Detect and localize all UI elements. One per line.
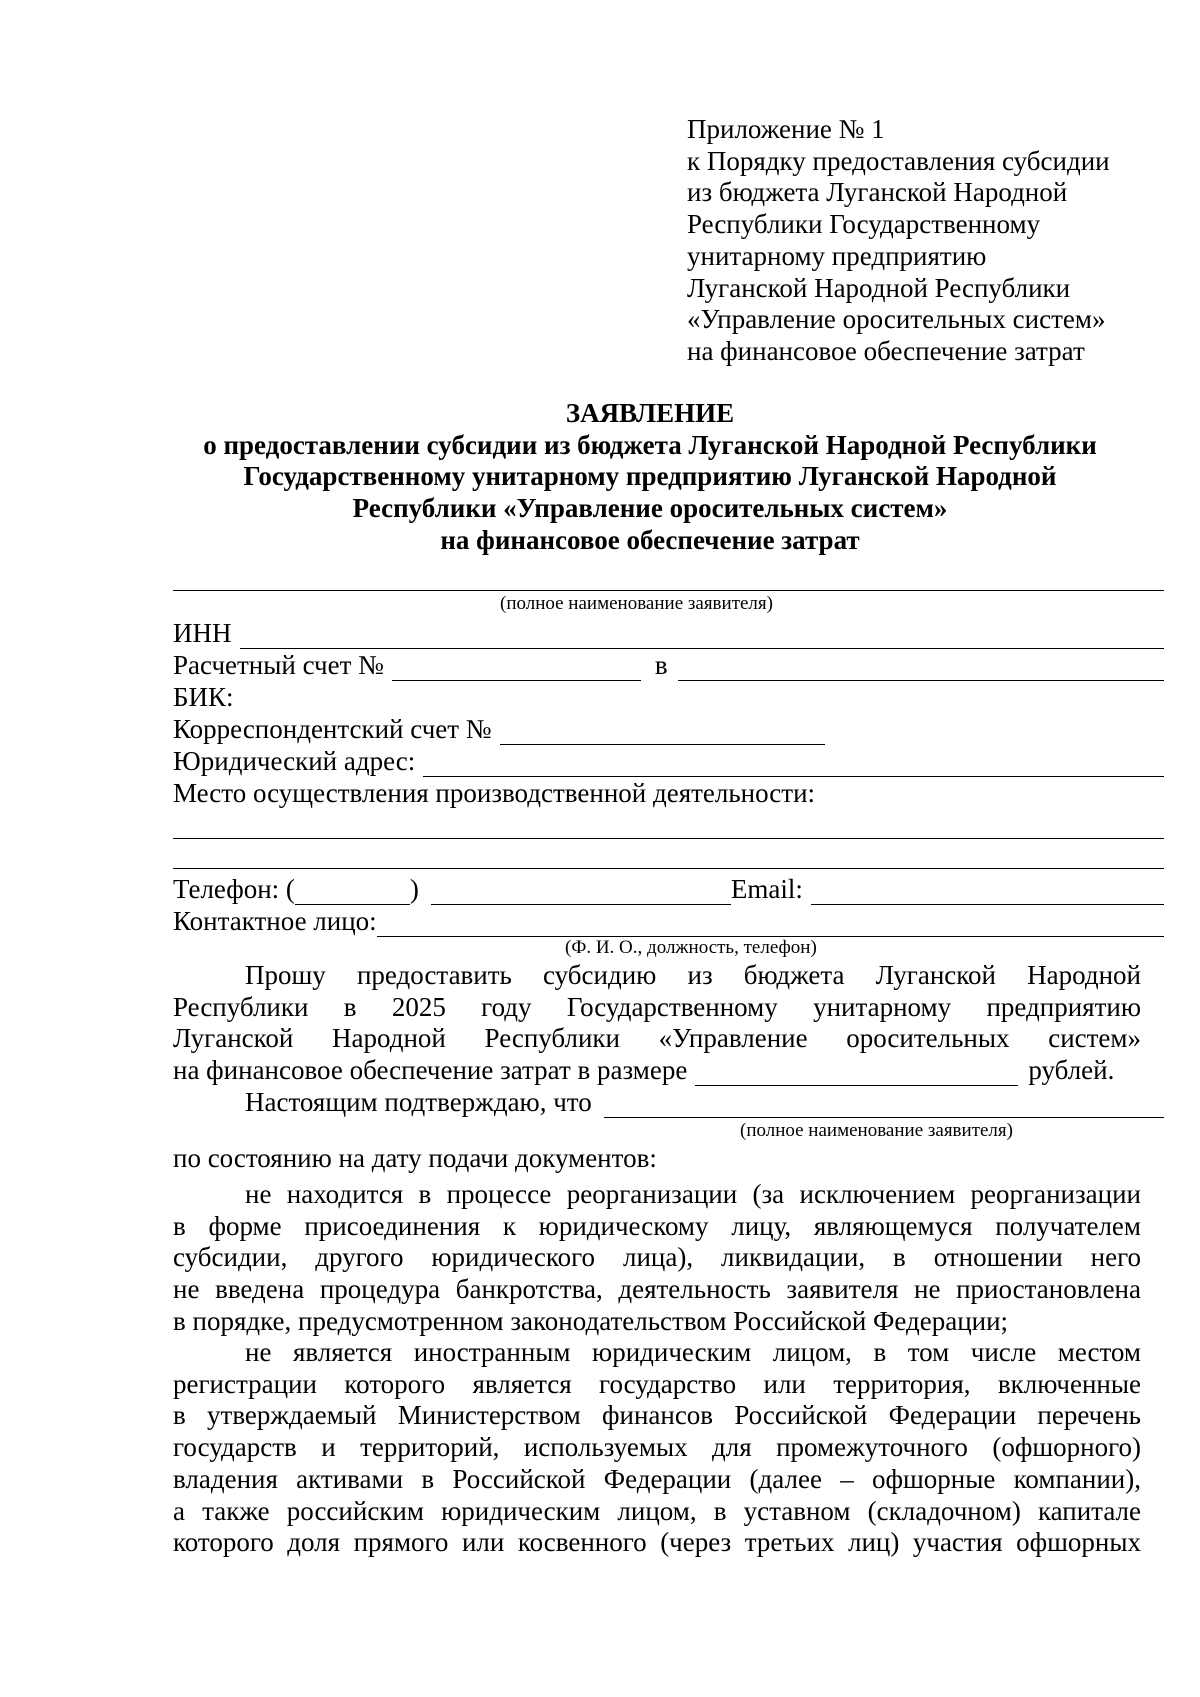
phone-code-field[interactable] (295, 880, 410, 905)
annex-line: к Порядку предоставления субсидии (687, 145, 1110, 176)
confirm-applicant-field[interactable] (604, 1093, 1164, 1118)
item1-paragraph (173, 1179, 1141, 1338)
corr-account-field[interactable] (500, 720, 825, 745)
annex-line: унитарному предприятию (687, 240, 987, 271)
phone-close: ) (409, 874, 419, 904)
legal-address-field[interactable] (423, 752, 1164, 777)
amount-row (173, 1055, 1164, 1086)
applicant-name-hint: (полное наименование заявителя) (500, 593, 773, 614)
activity-place-row (173, 778, 1164, 809)
annex-line: Республики Государственному (687, 209, 1041, 240)
inn-field[interactable] (240, 624, 1165, 649)
account-row (173, 650, 1164, 681)
inn-row (173, 618, 1164, 649)
title-line: Республики «Управление оросительных систем» (352, 493, 948, 524)
contact-label: Контактное лицо: (173, 906, 377, 936)
annex-block (687, 114, 1167, 368)
paragraph-line: Луганской Народной Республики «Управление оросительных систем» (173, 1023, 1141, 1054)
title-line: на финансовое обеспечение затрат (440, 524, 860, 555)
activity-place-field[interactable] (173, 838, 1164, 839)
applicant-name-field[interactable] (173, 590, 1164, 591)
legal-address-label: Юридический адрес: (173, 746, 416, 776)
account-label: Расчетный счет № (173, 650, 384, 680)
email-label: Email: (730, 874, 803, 904)
item2-paragraph (173, 1337, 1141, 1559)
legal-address-row (173, 746, 1164, 777)
email-field[interactable] (811, 880, 1164, 905)
amount-field[interactable] (695, 1061, 1018, 1086)
paragraph-line: в форме присоединения к юридическому лицу, являющемуся получателем (173, 1210, 1141, 1241)
document-title (150, 398, 1150, 557)
contact-hint: (Ф. И. О., должность, телефон) (565, 937, 817, 958)
bik-row (173, 682, 1164, 713)
paragraph-line: не введена процедура банкротства, деятельность заявителя не приостановлена (173, 1274, 1141, 1305)
annex-line: из бюджета Луганской Народной (687, 177, 1068, 208)
activity-place-label: Место осуществления производственной деятельности: (173, 778, 816, 808)
as-of-row (173, 1143, 1164, 1174)
bank-name-field[interactable] (678, 656, 1164, 681)
bik-label: БИК: (173, 682, 234, 712)
contact-row (173, 906, 1164, 937)
paragraph-line: государств и территорий, используемых для промежуточного (офшорного) (173, 1432, 1141, 1463)
title-line: о предоставлении субсидии из бюджета Луганской Народной Республики (203, 429, 1097, 460)
amount-suffix: рублей. (1028, 1055, 1115, 1085)
paragraph-line: не является иностранным юридическим лицом, в том числе местом (245, 1337, 1141, 1367)
paragraph-line: Республики в 2025 году Государственному унитарному предприятию (173, 991, 1141, 1022)
paragraph-line: которого доля прямого или косвенного (через третьих лиц) участия офшорных (173, 1527, 1141, 1558)
phone-label: Телефон: ( (173, 874, 295, 904)
paragraph-line: в утверждаемый Министерством финансов Российской Федерации перечень (173, 1400, 1141, 1431)
amount-prefix: на финансовое обеспечение затрат в размере (173, 1055, 688, 1085)
confirm-row (245, 1087, 1164, 1118)
request-paragraph (173, 960, 1141, 1055)
paragraph-line: не находится в процессе реорганизации (за исключением реорганизации (245, 1179, 1141, 1209)
paragraph-line: в порядке, предусмотренном законодательством Российской Федерации; (173, 1305, 1009, 1336)
title-heading: ЗАЯВЛЕНИЕ (565, 398, 735, 428)
title-line: Государственному унитарному предприятию Луганской Народной (243, 461, 1057, 492)
confirm-prefix: Настоящим подтверждаю, что (245, 1087, 592, 1117)
paragraph-line: владения активами в Российской Федерации (далее – офшорные компании), (173, 1463, 1141, 1494)
as-of-text: по состоянию на дату подачи документов: (173, 1143, 657, 1173)
phone-number-field[interactable] (431, 880, 731, 905)
activity-place-field-2[interactable] (173, 868, 1164, 869)
paragraph-line: Прошу предоставить субсидию из бюджета Луганской Народной (245, 960, 1141, 990)
confirm-hint: (полное наименование заявителя) (740, 1120, 1013, 1141)
paragraph-line: субсидии, другого юридического лица), ликвидации, в отношении него (173, 1242, 1141, 1273)
account-number-field[interactable] (392, 656, 641, 681)
phone-email-row (173, 874, 1164, 905)
account-in-label: в (654, 650, 668, 680)
annex-line: Луганской Народной Республики (687, 272, 1071, 303)
paragraph-line: а также российским юридическим лицом, в уставном (складочном) капитале (173, 1495, 1141, 1526)
annex-line: на финансовое обеспечение затрат (687, 335, 1085, 366)
corr-account-label: Корреспондентский счет № (173, 714, 492, 744)
inn-label: ИНН (173, 618, 232, 648)
contact-field[interactable] (377, 912, 1164, 937)
annex-line: Приложение № 1 (687, 114, 885, 144)
annex-line: «Управление оросительных систем» (687, 304, 1106, 335)
corr-account-row (173, 714, 1164, 745)
paragraph-line: регистрации которого является государство или территория, включенные (173, 1368, 1141, 1399)
